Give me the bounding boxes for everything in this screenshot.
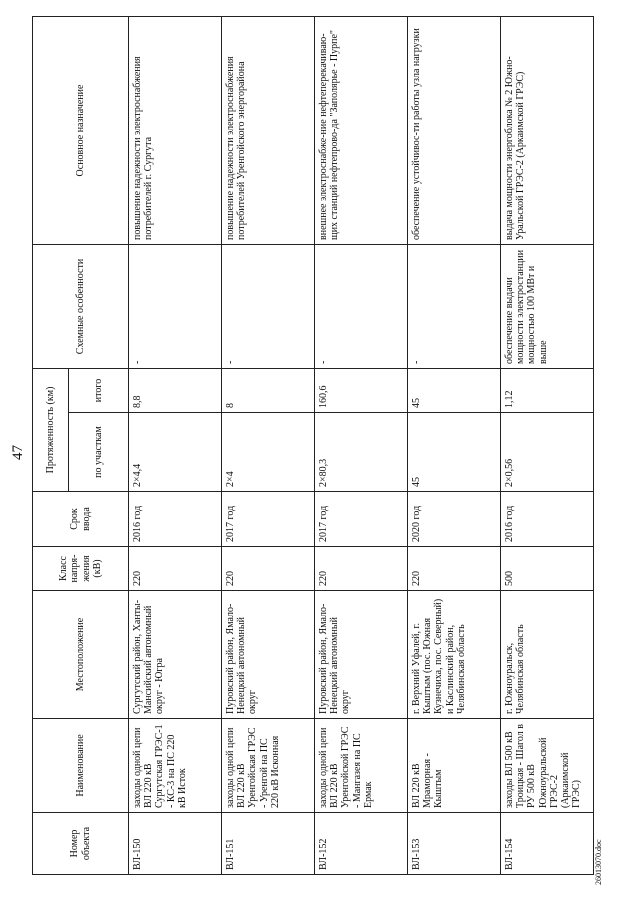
- cell-name: заходы ВЛ 500 кВ Троицкая - Шагол в РУ 500 кВ Южноуральской ГРЭС-2 (Аркаимской ГРЭС): [501, 719, 594, 813]
- cell-voltage-class: 220: [408, 547, 501, 591]
- cell-name: заходы одной цепи ВЛ 220 кВ Сургутская ГРЭС-1 - КС-3 на ПС 220 кВ Исток: [129, 719, 222, 813]
- power-lines-table: [32, 16, 594, 875]
- header-length-total: итого: [69, 369, 129, 413]
- header-commission-date: Срок ввода: [33, 492, 129, 547]
- cell-location: г. Верхний Уфалей, г. Кыштым (пос. Южная Кузнечиха, пос. Северный) и Каслинский район, Челябинская область: [408, 591, 501, 719]
- cell-main-purpose: выдача мощности энергоблока № 2 Южно-Уральской ГРЭС-2 (Аркаимской ГРЭС): [501, 17, 594, 245]
- cell-voltage-class: 220: [315, 547, 408, 591]
- header-object-number: Номер объекта: [33, 813, 129, 875]
- header-length-segments: по участкам: [69, 413, 129, 492]
- header-voltage-class: Класс напря-жения (кВ): [33, 547, 129, 591]
- header-main-purpose: Основное назначение: [33, 17, 129, 245]
- cell-scheme-features: -: [315, 245, 408, 369]
- header-location: Местоположение: [33, 591, 129, 719]
- cell-scheme-features: обеспечение выдачи мощности электростанции мощностью 100 МВт и выше: [501, 245, 594, 369]
- cell-length-segments: 2×0,56: [501, 413, 594, 492]
- cell-scheme-features: -: [408, 245, 501, 369]
- cell-location: Сургутский район, Ханты-Мансийский автономный округ - Югра: [129, 591, 222, 719]
- header-scheme-features: Схемные особенности: [33, 245, 129, 369]
- cell-object-number: ВЛ-150: [129, 813, 222, 875]
- table-row: [222, 17, 315, 875]
- cell-commission-date: 2016 год: [501, 492, 594, 547]
- cell-voltage-class: 220: [129, 547, 222, 591]
- cell-name: заходы одной цепи ВЛ 220 кВ Уренгойской ГРЭС - Мангазея на ПС Ермак: [315, 719, 408, 813]
- cell-object-number: ВЛ-151: [222, 813, 315, 875]
- table-row: [408, 17, 501, 875]
- cell-name: заходы одной цепи ВЛ 220 кВ Уренгойская ГРЭС - Уренгой на ПС 220 кВ Исконная: [222, 719, 315, 813]
- cell-length-segments: 2×4: [222, 413, 315, 492]
- cell-commission-date: 2016 год: [129, 492, 222, 547]
- cell-commission-date: 2020 год: [408, 492, 501, 547]
- cell-voltage-class: 220: [222, 547, 315, 591]
- cell-voltage-class: 500: [501, 547, 594, 591]
- table-row: [129, 17, 222, 875]
- cell-length-total: 45: [408, 369, 501, 413]
- header-row: [33, 17, 69, 875]
- header-length-group: Протяженность (км): [33, 369, 69, 492]
- cell-main-purpose: обеспечение устойчивос-ти работы узла нагрузки: [408, 17, 501, 245]
- cell-length-segments: 2×80,3: [315, 413, 408, 492]
- cell-scheme-features: -: [222, 245, 315, 369]
- cell-commission-date: 2017 год: [315, 492, 408, 547]
- cell-length-segments: 45: [408, 413, 501, 492]
- document-filename: 26013070.doc: [594, 839, 603, 885]
- page-number: 47: [10, 445, 26, 460]
- table-row: [501, 17, 594, 875]
- cell-length-total: 8: [222, 369, 315, 413]
- cell-main-purpose: внешнее электроснабже-ние нефтеперекачиваю-щих станций нефтепрово-да "Заполярье - Пурпе": [315, 17, 408, 245]
- cell-location: Пуровский район, Ямало-Ненецкий автономный округ: [222, 591, 315, 719]
- cell-commission-date: 2017 год: [222, 492, 315, 547]
- cell-main-purpose: повышение надежности электроснабжения потребителей Уренгойского энергорайона: [222, 17, 315, 245]
- cell-object-number: ВЛ-153: [408, 813, 501, 875]
- cell-length-total: 1,12: [501, 369, 594, 413]
- cell-location: г. Южноуральск, Челябинская область: [501, 591, 594, 719]
- cell-name: ВЛ 220 кВ Мраморная - Кыштым: [408, 719, 501, 813]
- cell-location: Пуровский район, Ямало-Ненецкий автономный округ: [315, 591, 408, 719]
- header-name: Наименование: [33, 719, 129, 813]
- cell-length-segments: 2×4,4: [129, 413, 222, 492]
- cell-main-purpose: повышение надежности электроснабжения потребителей г. Сургута: [129, 17, 222, 245]
- cell-length-total: 8,8: [129, 369, 222, 413]
- table-row: [315, 17, 408, 875]
- cell-object-number: ВЛ-154: [501, 813, 594, 875]
- cell-object-number: ВЛ-152: [315, 813, 408, 875]
- cell-length-total: 160,6: [315, 369, 408, 413]
- cell-scheme-features: -: [129, 245, 222, 369]
